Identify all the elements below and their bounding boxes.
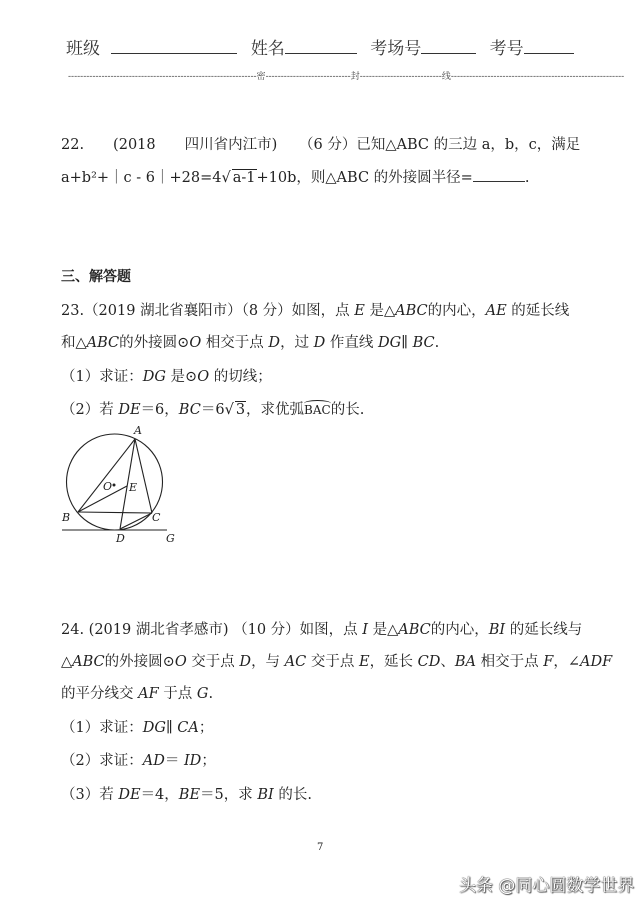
- text: 作直线: [325, 335, 379, 351]
- math-var: CD: [417, 654, 441, 670]
- text: 22. (2018 四川省内江市) （6 分）已知△ABC 的三边 a，b，c，满足: [61, 137, 581, 153]
- segment-ac: [135, 439, 152, 513]
- math-var: DG: [378, 335, 402, 351]
- text: （1）求证：: [61, 369, 143, 385]
- text: .: [524, 170, 530, 186]
- question-line: [61, 716, 213, 737]
- dashes: ----------------------------: [265, 72, 351, 82]
- text: 、: [440, 654, 455, 670]
- math-var: BI: [488, 622, 506, 638]
- label-d: D: [116, 532, 125, 545]
- section-title: 三、解答题: [61, 269, 131, 285]
- text: （1）求证：: [61, 720, 143, 736]
- math-var: D: [239, 654, 252, 670]
- math-var: AF: [138, 686, 159, 702]
- seal-char: 线: [441, 72, 451, 82]
- text: ＝: [164, 753, 184, 769]
- segment-dc: [120, 513, 152, 529]
- text: 是⊙: [165, 369, 198, 385]
- text: ＝6，: [140, 402, 179, 418]
- text: ＝4，: [140, 787, 179, 803]
- math-var: F: [543, 654, 554, 670]
- question-line: [61, 682, 213, 703]
- text: （2）若: [61, 402, 119, 418]
- label-o: O: [103, 480, 113, 493]
- circle-o: [67, 434, 163, 530]
- text: 的长.: [273, 787, 312, 803]
- dashes: ---------------------------: [359, 72, 442, 82]
- text: ，过: [280, 335, 314, 351]
- math-var: BE: [178, 787, 201, 803]
- text: 23.（2019 湖北省襄阳市）（8 分）如图，点: [61, 303, 355, 319]
- text: 的延长线与: [505, 622, 583, 638]
- text: 24. (2019 湖北省孝感市) （10 分）如图，点: [61, 622, 363, 638]
- text: ∥: [401, 335, 413, 351]
- math-var: ADF: [579, 654, 613, 670]
- text: .: [434, 335, 440, 351]
- text: 相交于点: [201, 335, 269, 351]
- math-var: I: [362, 622, 369, 638]
- text: √: [224, 402, 234, 418]
- segment-ab: [78, 439, 138, 512]
- dashes: --------------------------------------------------------------: [68, 72, 257, 82]
- sqrt-radicand: 3: [235, 402, 246, 418]
- text: 的外接圆⊙: [119, 335, 190, 351]
- seal-char: 封: [350, 72, 360, 82]
- center-point: [113, 484, 116, 487]
- text: 的延长线: [506, 303, 570, 319]
- text: ＝5，求: [200, 787, 258, 803]
- text: 和△: [61, 335, 87, 351]
- math-var: O: [197, 369, 210, 385]
- room-label: 考场号: [370, 39, 422, 59]
- math-var: G: [196, 686, 209, 702]
- name-label: 姓名: [250, 39, 285, 59]
- arc-notation: BAC: [304, 403, 331, 417]
- text: a+b²+｜c - 6｜+28=4: [61, 170, 222, 186]
- math-var: BC: [412, 335, 435, 351]
- text: 相交于点: [476, 654, 544, 670]
- text: ，延长: [369, 654, 418, 670]
- math-var: BA: [454, 654, 477, 670]
- text: ＝6: [200, 402, 225, 418]
- label-c: C: [152, 511, 161, 524]
- sqrt-radicand: a-1: [232, 170, 256, 186]
- text: ，求优弧: [246, 402, 305, 418]
- math-var: AE: [485, 303, 507, 319]
- sqrt-icon: √: [221, 170, 231, 186]
- label-b: B: [62, 511, 71, 524]
- label-e: E: [129, 481, 138, 494]
- dashes: ---------------------------------------------------------: [450, 72, 625, 82]
- text: ，与: [251, 654, 285, 670]
- label-a: A: [134, 424, 142, 437]
- question-line: [61, 749, 216, 770]
- math-var: O: [189, 335, 202, 351]
- text: 交于点: [186, 654, 240, 670]
- label-g: G: [166, 532, 175, 545]
- page-number: 7: [317, 842, 324, 853]
- text: 的内心，: [427, 303, 486, 319]
- text: 的切线；: [209, 369, 272, 385]
- math-var: AD: [142, 753, 165, 769]
- math-var: ABC: [86, 335, 120, 351]
- text: 的外接圆⊙: [104, 654, 175, 670]
- math-var: BI: [257, 787, 274, 803]
- text: 于点: [158, 686, 197, 702]
- text: ；: [198, 720, 214, 736]
- math-var: ABC: [72, 654, 105, 670]
- segment-bc: [78, 512, 152, 513]
- text: （3）若: [61, 787, 119, 803]
- math-var: DE: [118, 787, 141, 803]
- text: +10b，则△ABC 的外接圆半径=: [256, 170, 473, 186]
- question-line: [61, 783, 312, 804]
- math-var: BC: [178, 402, 201, 418]
- text: .: [208, 686, 214, 702]
- math-var: D: [313, 335, 326, 351]
- question-line: [61, 650, 612, 671]
- math-var: DG∥ CA: [142, 720, 199, 736]
- math-var: E: [358, 654, 370, 670]
- question-line: [61, 618, 582, 639]
- seal-char: 密: [256, 72, 266, 82]
- text: 的内心，: [430, 622, 489, 638]
- math-var: E: [354, 303, 365, 319]
- text: ；: [201, 753, 216, 769]
- text: （2）求证：: [61, 753, 143, 769]
- math-var: DG: [142, 369, 166, 385]
- text: △: [61, 654, 73, 670]
- math-var: DE: [118, 402, 141, 418]
- text: 的平分线交: [61, 686, 139, 702]
- math-var: AC: [284, 654, 307, 670]
- watermark: 头条 @同心圆数学世界: [459, 876, 635, 896]
- text: 交于点: [306, 654, 359, 670]
- math-var: ID: [183, 753, 202, 769]
- text: 是△: [364, 303, 396, 319]
- math-var: D: [268, 335, 281, 351]
- text: ，∠: [553, 654, 580, 670]
- text: 是△: [368, 622, 399, 638]
- math-var: ABC: [398, 622, 431, 638]
- exam-no-label: 考号: [489, 39, 524, 59]
- math-var: O: [174, 654, 187, 670]
- text: 的长.: [330, 402, 365, 418]
- math-var: ABC: [395, 303, 428, 319]
- class-label: 班级: [66, 39, 100, 59]
